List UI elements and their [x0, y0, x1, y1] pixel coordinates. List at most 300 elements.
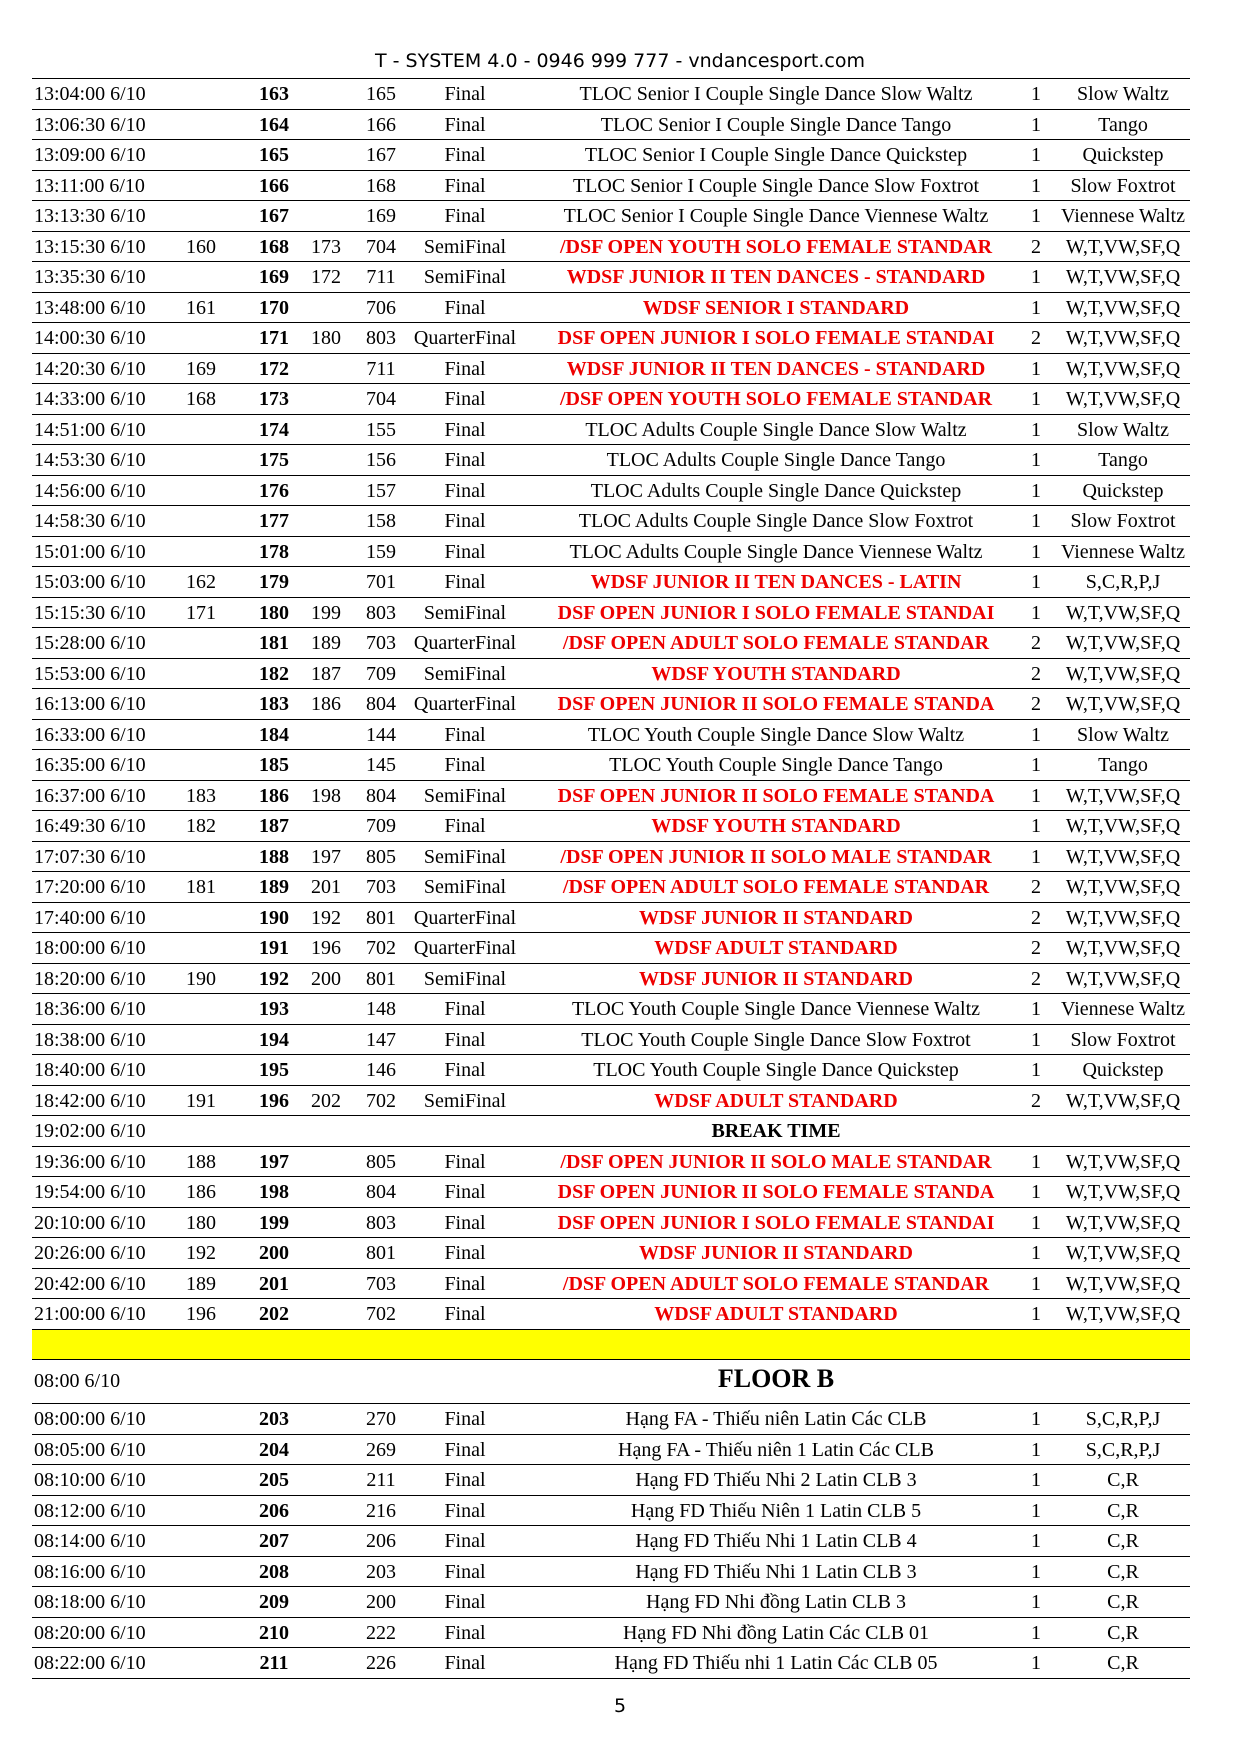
event-number: 801: [366, 906, 396, 929]
heat-number: 180: [259, 601, 289, 624]
event-number: 706: [366, 296, 396, 319]
event-number: 203: [366, 1560, 396, 1583]
heat-number: 189: [259, 876, 289, 898]
schedule-row: [32, 659, 1190, 690]
event-number: 211: [366, 1469, 396, 1491]
event-number: 804: [366, 693, 396, 715]
round-name: Final: [444, 1272, 486, 1295]
heat-number: 206: [259, 1499, 289, 1522]
section-separator-highlight: [32, 1330, 1190, 1361]
dance-list: C,R: [1107, 1591, 1139, 1613]
heat-number: 188: [259, 845, 289, 868]
schedule-row: [32, 1238, 1190, 1269]
previous-heat: [174, 1648, 228, 1677]
start-time: 14:53:30 6/10: [34, 449, 146, 471]
event-number: 155: [366, 418, 396, 441]
heat-number: 170: [259, 296, 289, 319]
schedule-row: [32, 1147, 1190, 1178]
event-name: TLOC Youth Couple Single Dance Slow Waltz: [587, 723, 965, 746]
event-name: /DSF OPEN ADULT SOLO FEMALE STANDAR: [562, 876, 990, 898]
dance-list: S,C,R,P,J: [1085, 1438, 1161, 1461]
start-time: 18:38:00 6/10: [34, 1028, 146, 1051]
start-time: 18:40:00 6/10: [34, 1059, 146, 1081]
event-number: 145: [366, 754, 396, 776]
round-name: Final: [444, 449, 486, 471]
round-name: SemiFinal: [423, 784, 507, 807]
round-name: SemiFinal: [423, 967, 507, 990]
dance-list: W,T,VW,SF,Q: [1065, 266, 1181, 288]
previous-heat: 196: [186, 1303, 216, 1325]
heat-number: 177: [259, 510, 289, 532]
event-name: Hạng FD Thiếu Nhi 2 Latin CLB 3: [635, 1469, 917, 1491]
next-heat: [298, 1055, 354, 1084]
event-name: WDSF YOUTH STANDARD: [651, 662, 901, 685]
schedule-row: [32, 79, 1190, 110]
previous-heat: [174, 201, 228, 230]
previous-heat: [174, 506, 228, 535]
start-time: 17:07:30 6/10: [34, 845, 146, 868]
next-heat: [298, 110, 354, 139]
heat-number: 193: [259, 998, 289, 1020]
dance-count: 1: [1031, 815, 1041, 837]
previous-heat: [174, 1025, 228, 1054]
event-number: 200: [366, 1591, 396, 1613]
event-number: 803: [366, 601, 396, 624]
dance-list: Viennese Waltz: [1061, 540, 1185, 563]
round-name: Final: [444, 113, 486, 136]
event-name: TLOC Senior I Couple Single Dance Quickstep: [584, 144, 968, 166]
start-time: 14:33:00 6/10: [34, 388, 146, 410]
schedule-row: [32, 506, 1190, 537]
previous-heat: [174, 537, 228, 566]
event-name: TLOC Adults Couple Single Dance Tango: [606, 449, 946, 471]
heat-number: 169: [259, 266, 289, 288]
event-name: Hạng FA - Thiếu niên 1 Latin Các CLB: [618, 1438, 934, 1461]
round-name: SemiFinal: [423, 1089, 507, 1112]
heat-number: 204: [259, 1438, 289, 1461]
next-heat: 186: [311, 693, 341, 715]
start-time: 20:10:00 6/10: [34, 1211, 146, 1234]
round-name: QuarterFinal: [413, 937, 517, 959]
round-name: Final: [444, 1211, 486, 1234]
start-time: 13:15:30 6/10: [34, 235, 146, 258]
schedule-row: [32, 1299, 1190, 1330]
round-name: Final: [444, 1469, 486, 1491]
dance-list: W,T,VW,SF,Q: [1065, 906, 1181, 929]
previous-heat: [174, 994, 228, 1023]
next-heat: 192: [311, 906, 341, 929]
round-name: Final: [444, 205, 486, 227]
page-number: 5: [613, 1695, 627, 1717]
dance-list: W,T,VW,SF,Q: [1065, 357, 1181, 380]
start-time: 13:04:00 6/10: [34, 83, 146, 105]
previous-heat: [174, 323, 228, 352]
dance-list: Slow Foxtrot: [1070, 1028, 1176, 1051]
previous-heat: 168: [186, 388, 216, 410]
break-time-row: [32, 1116, 1190, 1147]
dance-list: Slow Waltz: [1077, 418, 1169, 441]
schedule-row: [32, 1404, 1190, 1435]
dance-list: Quickstep: [1082, 144, 1164, 166]
event-name: /DSF OPEN YOUTH SOLO FEMALE STANDAR: [559, 388, 993, 410]
heat-number: 178: [259, 540, 289, 563]
round-name: Final: [444, 388, 486, 410]
round-name: SemiFinal: [423, 266, 507, 288]
heat-number: 175: [259, 449, 289, 471]
schedule-row: [32, 1557, 1190, 1588]
next-heat: [298, 1208, 354, 1237]
heat-number: 190: [259, 906, 289, 929]
event-number: 711: [366, 266, 396, 288]
previous-heat: [174, 750, 228, 779]
start-time: 21:00:00 6/10: [34, 1303, 146, 1325]
schedule-row: [32, 1177, 1190, 1208]
dance-count: 1: [1031, 1652, 1041, 1674]
schedule-row: [32, 323, 1190, 354]
heat-number: 166: [259, 174, 289, 197]
schedule-row: [32, 689, 1190, 720]
schedule-row: [32, 872, 1190, 903]
heat-number: 163: [259, 83, 289, 105]
schedule-row: [32, 811, 1190, 842]
heat-number: 202: [259, 1303, 289, 1325]
round-name: Final: [444, 174, 486, 197]
dance-count: 2: [1031, 876, 1041, 898]
event-number: 269: [366, 1438, 396, 1461]
event-name: TLOC Senior I Couple Single Dance Slow Foxtrot: [572, 174, 980, 197]
dance-list: W,T,VW,SF,Q: [1065, 693, 1181, 715]
event-number: 803: [366, 327, 396, 349]
floor-b-title: FLOOR B: [717, 1364, 835, 1393]
dance-count: 1: [1031, 784, 1041, 807]
heat-number: 199: [259, 1211, 289, 1234]
start-time: 14:20:30 6/10: [34, 357, 146, 380]
start-time: 14:56:00 6/10: [34, 479, 146, 502]
event-number: 703: [366, 1272, 396, 1295]
next-heat: [298, 750, 354, 779]
round-name: Final: [444, 1652, 486, 1674]
next-heat: 173: [311, 235, 341, 258]
next-heat: [298, 79, 354, 108]
dance-count: 1: [1031, 296, 1041, 319]
start-time: 15:53:00 6/10: [34, 662, 146, 685]
schedule-row: [32, 415, 1190, 446]
start-time: 17:20:00 6/10: [34, 876, 146, 898]
heat-number: 210: [259, 1621, 289, 1644]
event-name: WDSF JUNIOR II TEN DANCES - LATIN: [590, 571, 962, 593]
previous-heat: [174, 79, 228, 108]
schedule-row: [32, 201, 1190, 232]
dance-count: 1: [1031, 540, 1041, 563]
event-number: 803: [366, 1211, 396, 1234]
previous-heat: 192: [186, 1242, 216, 1264]
schedule-row: [32, 598, 1190, 629]
dance-count: 1: [1031, 83, 1041, 105]
heat-number: 192: [259, 967, 289, 990]
schedule-row: [32, 445, 1190, 476]
event-number: 801: [366, 967, 396, 990]
event-name: WDSF JUNIOR II STANDARD: [639, 967, 913, 990]
heat-number: 165: [259, 144, 289, 166]
dance-list: W,T,VW,SF,Q: [1065, 845, 1181, 868]
dance-count: 1: [1031, 1591, 1041, 1613]
heat-number: 172: [259, 357, 289, 380]
event-number: 157: [366, 479, 396, 502]
heat-number: 196: [259, 1089, 289, 1112]
dance-count: 1: [1031, 1530, 1041, 1552]
event-name: WDSF ADULT STANDARD: [654, 937, 898, 959]
round-name: Final: [444, 1408, 486, 1430]
previous-heat: 171: [186, 601, 216, 624]
event-name: TLOC Adults Couple Single Dance Slow Waltz: [585, 418, 967, 441]
next-heat: 180: [311, 327, 341, 349]
round-name: Final: [444, 1621, 486, 1644]
round-name: Final: [444, 1028, 486, 1051]
previous-heat: 183: [186, 784, 216, 807]
previous-heat: [174, 1526, 228, 1555]
start-time: 16:35:00 6/10: [34, 754, 146, 776]
floor-a-rows: [32, 79, 1190, 1330]
round-name: SemiFinal: [423, 662, 507, 685]
event-name: TLOC Youth Couple Single Dance Slow Foxtrot: [581, 1028, 971, 1051]
next-heat: 189: [311, 632, 341, 654]
heat-number: 186: [259, 784, 289, 807]
heat-number: 207: [259, 1530, 289, 1552]
event-name: BREAK TIME: [711, 1120, 841, 1142]
heat-number: 168: [259, 235, 289, 258]
event-number: 216: [366, 1499, 396, 1522]
start-time: 17:40:00 6/10: [34, 906, 146, 929]
round-name: Final: [444, 144, 486, 166]
round-name: Final: [444, 479, 486, 502]
dance-list: W,T,VW,SF,Q: [1065, 632, 1181, 654]
event-name: DSF OPEN JUNIOR II SOLO FEMALE STANDA: [557, 1181, 995, 1203]
previous-heat: [174, 842, 228, 871]
event-name: WDSF YOUTH STANDARD: [651, 815, 901, 837]
dance-list: W,T,VW,SF,Q: [1065, 1242, 1181, 1264]
dance-count: 1: [1031, 1242, 1041, 1264]
event-number: 703: [366, 632, 396, 654]
next-heat: [298, 1299, 354, 1328]
previous-heat: 182: [186, 815, 216, 837]
dance-list: W,T,VW,SF,Q: [1065, 784, 1181, 807]
previous-heat: 191: [186, 1089, 216, 1112]
next-heat: [298, 1116, 354, 1145]
previous-heat: 180: [186, 1211, 216, 1234]
heat-number: 187: [259, 815, 289, 837]
document-header: T - SYSTEM 4.0 - 0946 999 777 - vndancesport.com: [375, 50, 865, 72]
previous-heat: [174, 1496, 228, 1525]
next-heat: 187: [311, 662, 341, 685]
schedule-row: [32, 1055, 1190, 1086]
round-name: Final: [444, 1242, 486, 1264]
round-name: Final: [444, 418, 486, 441]
dance-list: C,R: [1107, 1652, 1139, 1674]
dance-list: W,T,VW,SF,Q: [1065, 1150, 1181, 1173]
dance-list: W,T,VW,SF,Q: [1065, 601, 1181, 624]
previous-heat: [174, 1557, 228, 1586]
event-name: TLOC Youth Couple Single Dance Viennese Waltz: [571, 998, 981, 1020]
event-number: 702: [366, 1089, 396, 1112]
round-name: Final: [444, 1181, 486, 1203]
schedule-row: [32, 1025, 1190, 1056]
next-heat: [298, 1557, 354, 1586]
start-time: 14:51:00 6/10: [34, 418, 146, 441]
previous-heat: 169: [186, 357, 216, 380]
event-number: 168: [366, 174, 396, 197]
event-name: /DSF OPEN JUNIOR II SOLO MALE STANDAR: [560, 845, 992, 868]
next-heat: [298, 445, 354, 474]
dance-list: [1056, 1116, 1190, 1145]
dance-count: 1: [1031, 1408, 1041, 1430]
event-number: 159: [366, 540, 396, 563]
previous-heat: [174, 1055, 228, 1084]
schedule-row: [32, 1208, 1190, 1239]
previous-heat: [174, 1465, 228, 1494]
next-heat: 200: [311, 967, 341, 990]
dance-count: 1: [1031, 1211, 1041, 1234]
event-number: 270: [366, 1408, 396, 1430]
event-number: 804: [366, 1181, 396, 1203]
dance-count: 2: [1031, 662, 1041, 685]
schedule-row: [32, 720, 1190, 751]
dance-list: W,T,VW,SF,Q: [1065, 296, 1181, 319]
previous-heat: [174, 1435, 228, 1464]
dance-list: W,T,VW,SF,Q: [1065, 967, 1181, 990]
start-time: 08:16:00 6/10: [34, 1560, 146, 1583]
dance-count: 1: [1031, 1303, 1041, 1325]
dance-list: W,T,VW,SF,Q: [1065, 876, 1181, 898]
round-name: Final: [444, 1150, 486, 1173]
dance-list: Tango: [1098, 449, 1148, 471]
dance-count: 1: [1031, 845, 1041, 868]
previous-heat: [174, 903, 228, 932]
dance-list: W,T,VW,SF,Q: [1065, 1272, 1181, 1295]
dance-count: 1: [1031, 479, 1041, 502]
dance-count: 1: [1031, 418, 1041, 441]
event-number: 222: [366, 1621, 396, 1644]
next-heat: [298, 293, 354, 322]
event-number: 146: [366, 1059, 396, 1081]
next-heat: [298, 506, 354, 535]
previous-heat: [174, 1618, 228, 1647]
previous-heat: [174, 1587, 228, 1616]
heat-number: 203: [259, 1408, 289, 1430]
heat-number: 185: [259, 754, 289, 776]
dance-list: W,T,VW,SF,Q: [1065, 1181, 1181, 1203]
schedule-row: [32, 1269, 1190, 1300]
event-name: TLOC Senior I Couple Single Dance Tango: [600, 113, 952, 136]
dance-count: 2: [1031, 1089, 1041, 1112]
dance-list: Slow Waltz: [1077, 83, 1169, 105]
event-name: WDSF ADULT STANDARD: [654, 1303, 898, 1325]
schedule-row: [32, 384, 1190, 415]
schedule-row: [32, 232, 1190, 263]
start-time: 13:35:30 6/10: [34, 266, 146, 288]
start-time: 08:18:00 6/10: [34, 1591, 146, 1613]
next-heat: [298, 1269, 354, 1298]
start-time: 18:20:00 6/10: [34, 967, 146, 990]
next-heat: 199: [311, 601, 341, 624]
round-name: Final: [444, 998, 486, 1020]
schedule-row: [32, 903, 1190, 934]
schedule-row: [32, 1086, 1190, 1117]
round-name: SemiFinal: [423, 601, 507, 624]
event-name: Hạng FD Thiếu Nhi 1 Latin CLB 3: [635, 1560, 917, 1583]
start-time: 20:42:00 6/10: [34, 1272, 146, 1295]
start-time: 15:01:00 6/10: [34, 540, 146, 563]
heat-number: 195: [259, 1059, 289, 1081]
round-name: Final: [444, 754, 486, 776]
schedule-row: [32, 293, 1190, 324]
dance-count: 1: [1031, 388, 1041, 410]
round-name: QuarterFinal: [413, 693, 517, 715]
event-name: /DSF OPEN JUNIOR II SOLO MALE STANDAR: [560, 1150, 992, 1173]
dance-list: Slow Waltz: [1077, 723, 1169, 746]
dance-count: 1: [1031, 357, 1041, 380]
event-name: TLOC Youth Couple Single Dance Quickstep: [593, 1059, 959, 1081]
dance-count: 1: [1031, 510, 1041, 532]
schedule-row: [32, 1496, 1190, 1527]
next-heat: [298, 537, 354, 566]
start-time: 18:42:00 6/10: [34, 1089, 146, 1112]
schedule-row: [32, 140, 1190, 171]
next-heat: [298, 384, 354, 413]
event-number: 709: [366, 662, 396, 685]
event-number: 148: [366, 998, 396, 1020]
dance-list: Viennese Waltz: [1061, 205, 1185, 227]
event-name: WDSF JUNIOR II STANDARD: [639, 1242, 913, 1264]
next-heat: [298, 415, 354, 444]
schedule-row: [32, 354, 1190, 385]
start-time: 16:37:00 6/10: [34, 784, 146, 807]
heat-number: 173: [259, 388, 289, 410]
round-name: Final: [444, 1303, 486, 1325]
previous-heat: [174, 140, 228, 169]
event-number: [358, 1116, 404, 1145]
start-time: 13:06:30 6/10: [34, 113, 146, 136]
heat-number: 181: [259, 632, 289, 654]
dance-list: W,T,VW,SF,Q: [1065, 1089, 1181, 1112]
event-name: Hạng FD Thiếu Nhi 1 Latin CLB 4: [635, 1530, 917, 1552]
event-name: TLOC Adults Couple Single Dance Viennese Waltz: [569, 540, 983, 563]
previous-heat: 190: [186, 967, 216, 990]
event-number: 703: [366, 876, 396, 898]
dance-count: 1: [1031, 754, 1041, 776]
round-name: Final: [444, 357, 486, 380]
start-time: 16:13:00 6/10: [34, 693, 146, 715]
start-time: 16:33:00 6/10: [34, 723, 146, 746]
next-heat: [298, 1435, 354, 1464]
dance-list: W,T,VW,SF,Q: [1065, 235, 1181, 258]
dance-count: 1: [1031, 1469, 1041, 1491]
start-time: 13:13:30 6/10: [34, 205, 146, 227]
event-name: Hạng FA - Thiếu niên Latin Các CLB: [625, 1408, 927, 1430]
dance-count: 1: [1031, 1499, 1041, 1522]
heat-number: 197: [259, 1150, 289, 1173]
dance-list: S,C,R,P,J: [1085, 1408, 1161, 1430]
dance-count: 2: [1031, 906, 1041, 929]
dance-count: 1: [1031, 1059, 1041, 1081]
event-name: DSF OPEN JUNIOR II SOLO FEMALE STANDA: [557, 784, 995, 807]
start-time: 13:09:00 6/10: [34, 144, 146, 166]
round-name: SemiFinal: [423, 845, 507, 868]
round-name: Final: [444, 723, 486, 746]
event-name: TLOC Adults Couple Single Dance Quickstep: [590, 479, 962, 502]
event-name: Hạng FD Nhi đồng Latin Các CLB 01: [622, 1621, 930, 1644]
heat-number: 191: [259, 937, 289, 959]
floor-b-heading-row: [32, 1360, 1190, 1404]
